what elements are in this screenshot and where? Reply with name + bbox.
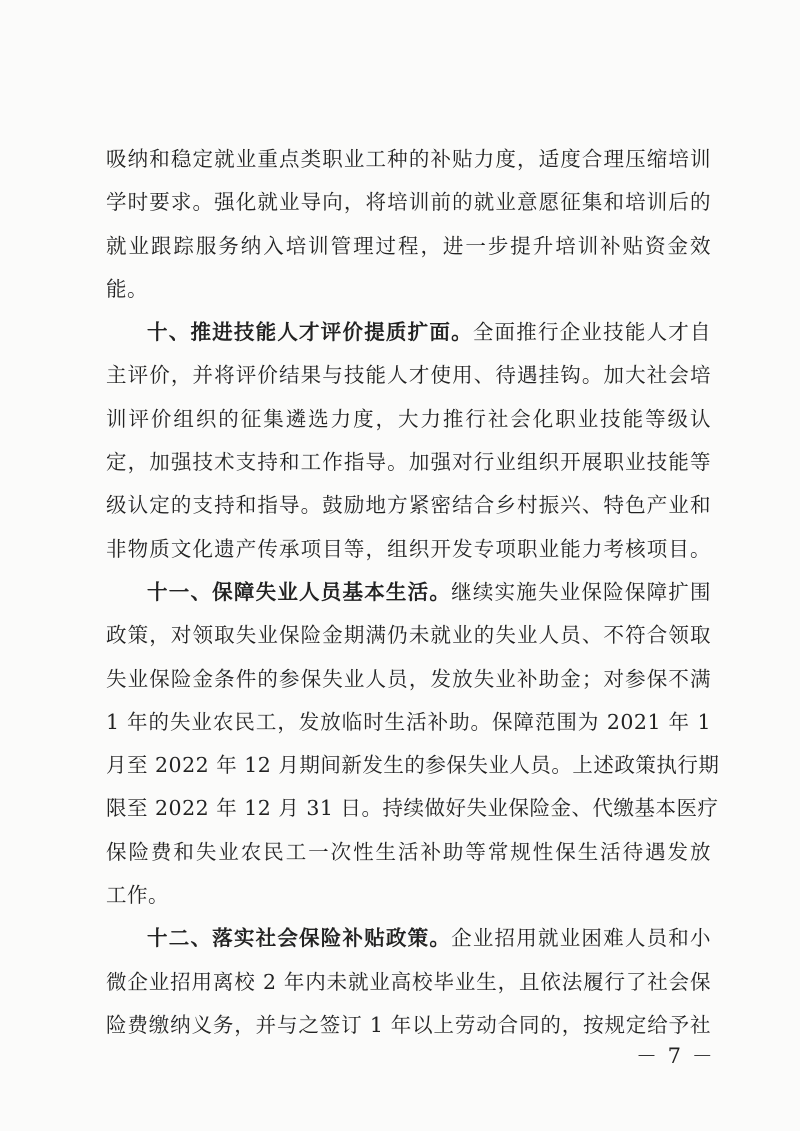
text-line: 月至 2022 年 12 月期间新发生的参保失业人员。上述政策执行期 bbox=[106, 753, 720, 778]
text-line: 主评价，并将评价结果与技能人才使用、待遇挂钩。加大社会培 bbox=[106, 363, 711, 388]
text-line: 保险费和失业农民工一次性生活补助等常规性保生活待遇发放 bbox=[106, 839, 711, 864]
body-text bbox=[106, 138, 720, 1047]
text-line: 1 年的失业农民工，发放临时生活补助。保障范围为 2021 年 1 bbox=[106, 709, 711, 734]
text-span: 继续实施失业保险保障扩围 bbox=[451, 579, 712, 604]
section-heading-12: 十二、落实社会保险补贴政策。 bbox=[147, 926, 452, 951]
text-line: 学时要求。强化就业导向，将培训前的就业意愿征集和培训后的 bbox=[106, 190, 711, 215]
paragraph-first-line bbox=[106, 917, 711, 960]
section-heading-11: 十一、保障失业人员基本生活。 bbox=[147, 579, 452, 604]
text-line: 级认定的支持和指导。鼓励地方紧密结合乡村振兴、特色产业和 bbox=[106, 493, 711, 518]
text-line: 能。 bbox=[106, 276, 148, 301]
text-line: 失业保险金条件的参保失业人员，发放失业补助金；对参保不满 bbox=[106, 666, 711, 691]
text-line: 政策，对领取失业保险金期满仍未就业的失业人员、不符合领取 bbox=[106, 623, 711, 648]
text-line: 工作。 bbox=[106, 883, 169, 908]
text-span: 全面推行企业技能人才自 bbox=[472, 320, 712, 345]
text-span: 企业招用就业困难人员和小 bbox=[451, 926, 712, 951]
text-line: 吸纳和稳定就业重点类职业工种的补贴力度，适度合理压缩培训 bbox=[106, 147, 711, 171]
paragraph-first-line bbox=[106, 311, 711, 354]
text-line: 定，加强技术支持和工作指导。加强对行业组织开展职业技能等 bbox=[106, 450, 711, 475]
section-heading-10: 十、推进技能人才评价提质扩面。 bbox=[147, 320, 473, 345]
text-line: 非物质文化遗产传承项目等，组织开发专项职业能力考核项目。 bbox=[106, 536, 711, 561]
text-line: 限至 2022 年 12 月 31 日。持续做好失业保险金、代缴基本医疗 bbox=[106, 796, 719, 821]
text-line: 险费缴纳义务，并与之签订 1 年以上劳动合同的，按规定给予社 bbox=[106, 1012, 711, 1037]
text-line: 微企业招用离校 2 年内未就业高校毕业生，且依法履行了社会保 bbox=[106, 969, 711, 994]
text-line: 训评价组织的征集遴选力度，大力推行社会化职业技能等级认 bbox=[106, 406, 711, 431]
page-number: － 7 － bbox=[636, 1044, 715, 1068]
paragraph-first-line bbox=[106, 571, 711, 614]
text-line: 就业跟踪服务纳入培训管理过程，进一步提升培训补贴资金效 bbox=[106, 233, 711, 258]
